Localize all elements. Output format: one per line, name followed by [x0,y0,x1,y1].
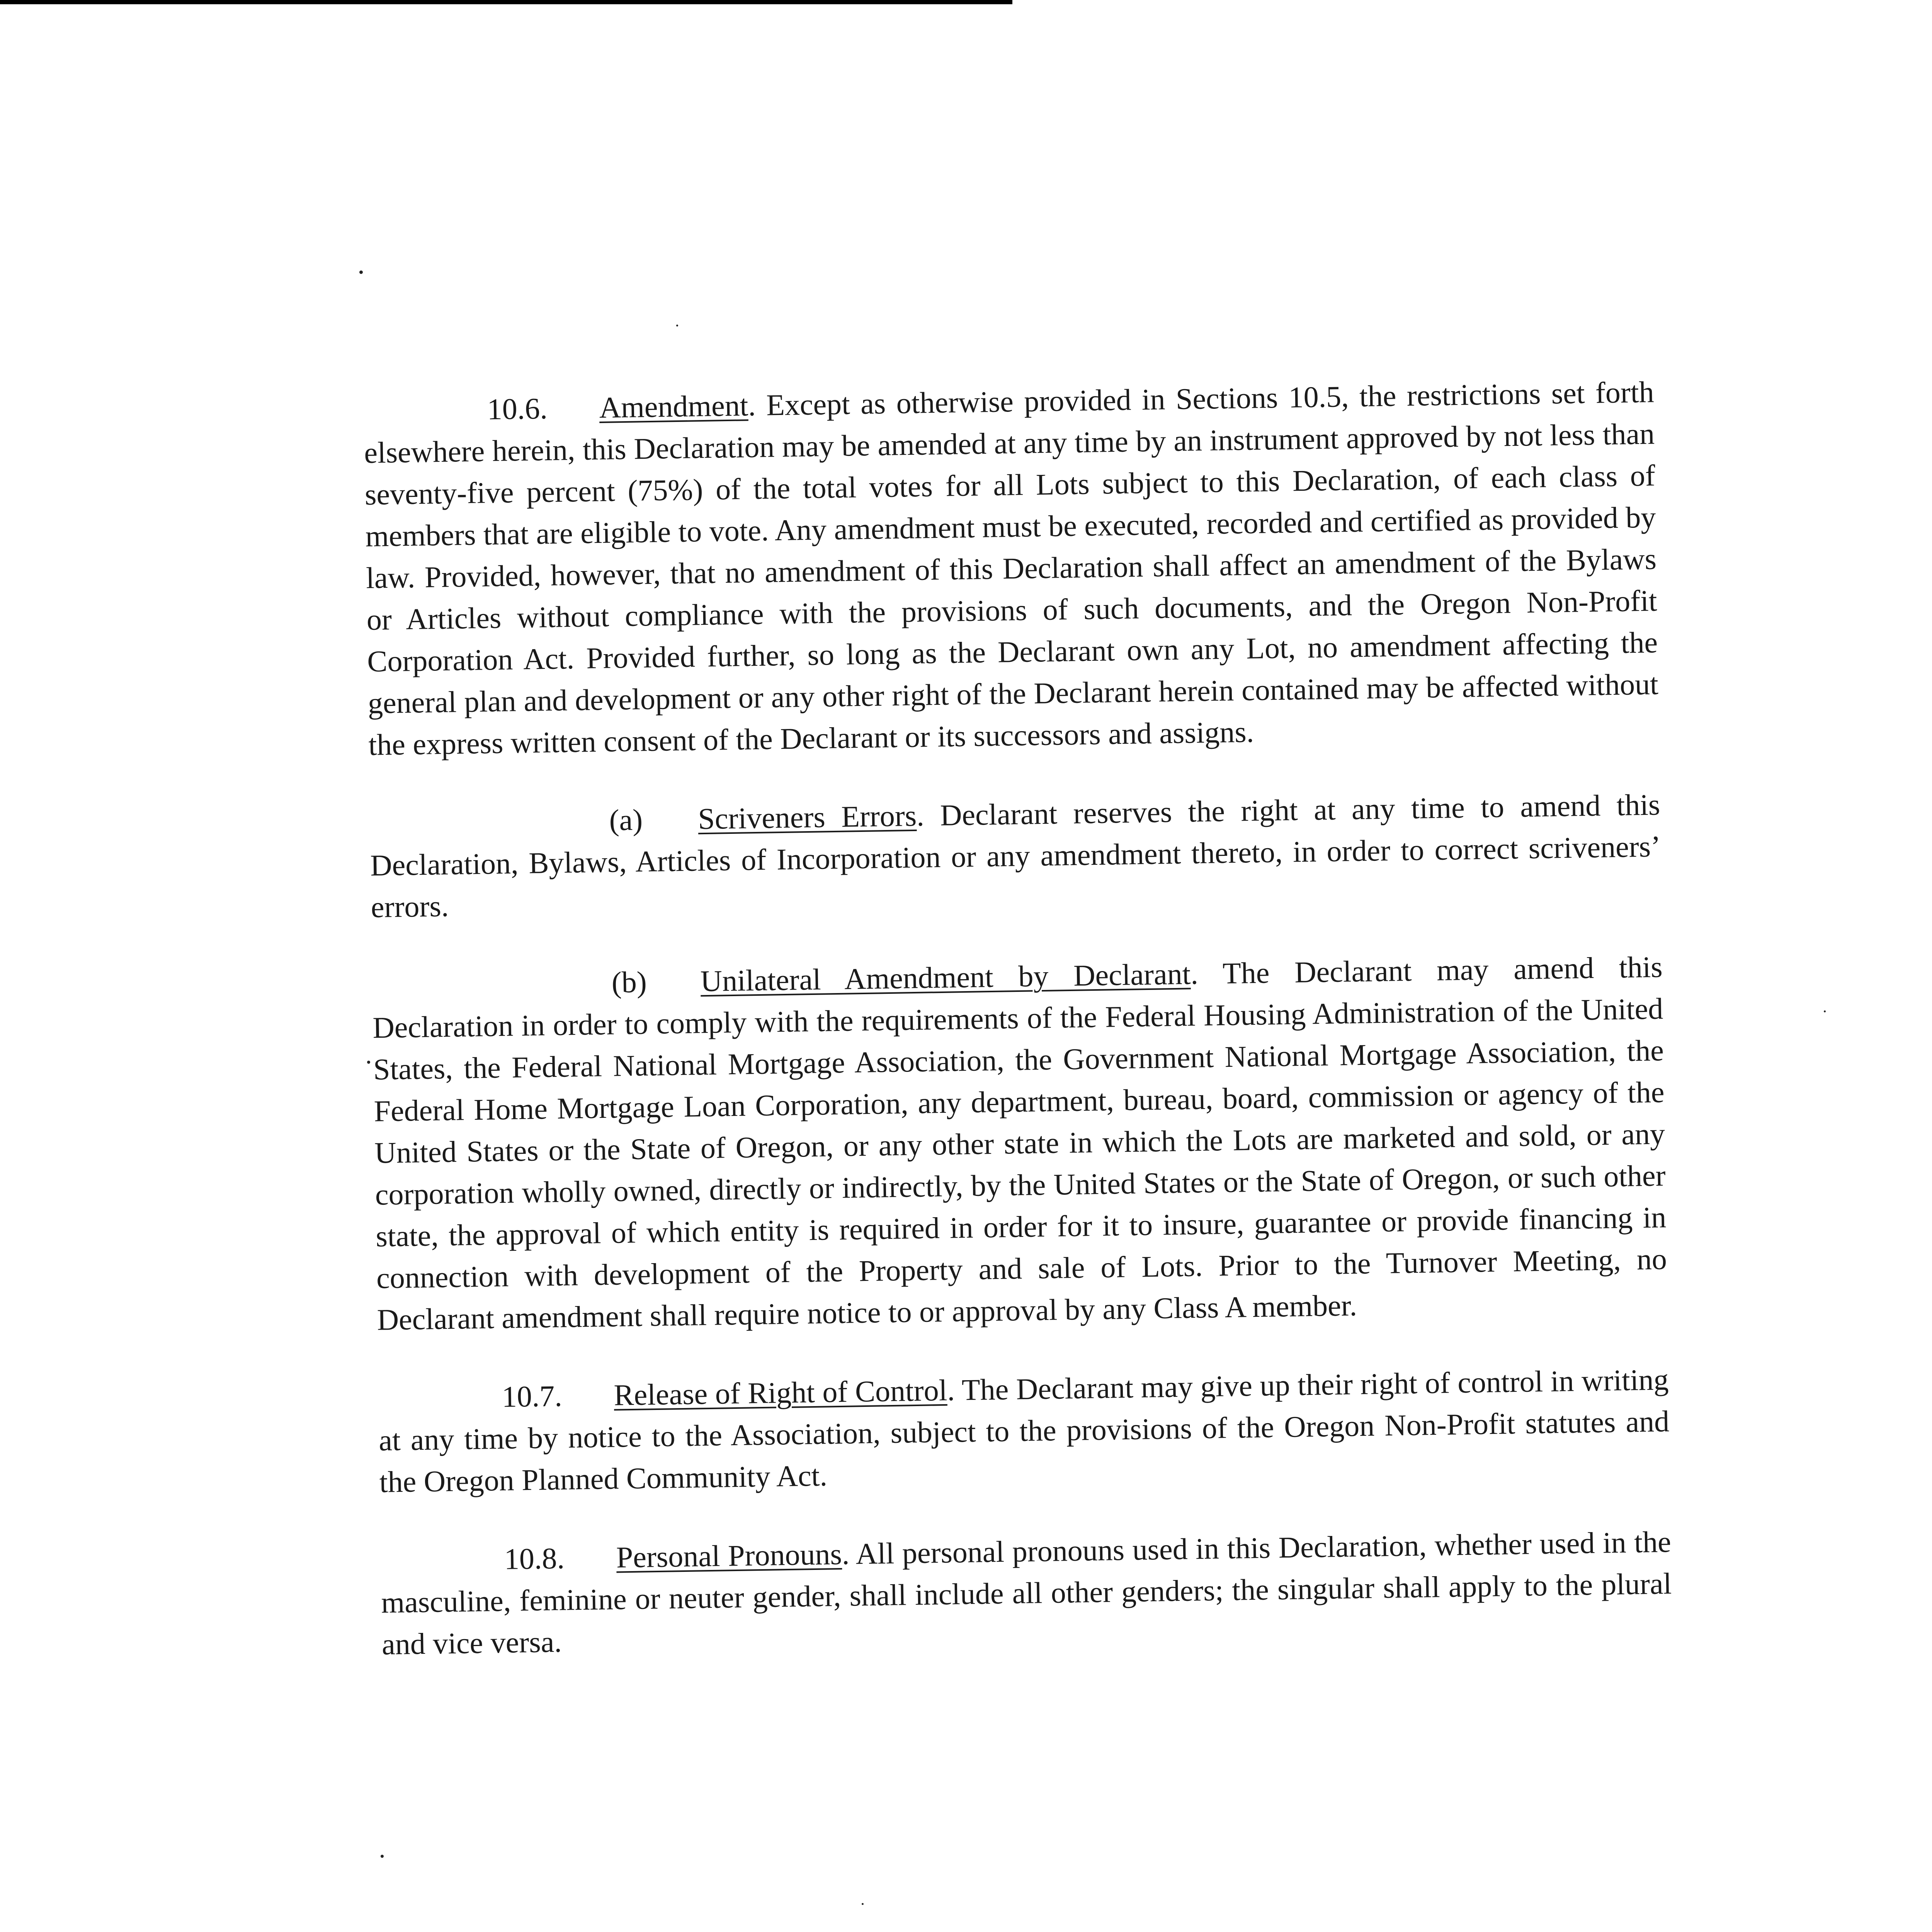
section-10-6 [363,371,1659,765]
section-text: . Declarant reserves the right at any time to amend this Declaration, Bylaws, Articles of Incorporation or any amendment thereto, in order to correct scriveners’ errors. [370,787,1661,924]
section-text: . The Declarant may give up their right of control in writing at any time by notice to the Association, subject to the provisions of the Oregon Non-Profit statutes and the Oregon Planned Community Act. [378,1362,1670,1499]
section-number: (b) [611,965,647,999]
scan-speck [359,270,363,274]
scan-border-top [0,0,1012,4]
section-heading: Personal Pronouns [616,1537,842,1574]
section-10-7 [378,1359,1670,1503]
scan-speck [676,325,678,327]
section-text: . Except as otherwise provided in Sections 10.5, the restrictions set forth elsewhere herein, this Declaration may be amended at any time by an instrument approved by not less than seventy-five percent (75%) of the total votes for all Lots subject to this Declaration, of each class of members that are eligible to vote. Any amendment must be executed, recorded and certified as provided by law. Provided, however, that no amendment of this Declaration shall affect an amendment of the Bylaws or Articles without compliance with the provisions of such documents, and the Oregon Non-Profit Corporation Act. Provided further, so long as the Declarant own any Lot, no amendment affecting the general plan and development or any other right of the Declarant herein contained may be affected without the express written consent of the Declarant or its successors and assigns. [364,375,1659,762]
subsection-b [372,946,1668,1340]
section-heading: Release of Right of Control [613,1373,947,1412]
section-heading: Scriveners Errors [697,798,917,836]
scan-speck [862,1903,864,1905]
scan-speck [367,1061,370,1064]
section-number: (a) [609,803,643,837]
scan-speck [381,1855,384,1858]
scan-speck [1824,1010,1826,1012]
section-text: . The Declarant may amend this Declaration in order to comply with the requirements of the Federal Housing Administration of the United States, the Federal National Mortgage Association, the Government National Mortgage Association, the Federal Home Mortgage Loan Corporation, any department, bureau, board, commission or agency of the United States or the State of Oregon, or any other state in which the Lots are marketed and sold, or any corporation wholly owned, directly or indirectly, by the United States or the State of Oregon, or such other state, the approval of which entity is required in order for it to insure, guarantee or provide financing in connection with development of the Property and sale of Lots. Prior to the Turnover Meeting, no Declarant amendment shall require notice to or approval by any Class A member. [372,950,1667,1337]
section-10-8 [380,1521,1672,1665]
section-heading: Amendment [599,388,748,424]
subsection-a [369,784,1662,928]
section-number: 10.6. [487,391,548,426]
section-number: 10.7. [502,1379,563,1413]
section-heading: Unilateral Amendment by Declarant [700,957,1191,998]
document-body [363,371,1673,1702]
section-text: . All personal pronouns used in this Declaration, whether used in the masculine, feminine or neuter gender, shall include all other genders; the singular shall apply to the plural and vice versa. [381,1525,1672,1661]
section-number: 10.8. [504,1541,565,1576]
